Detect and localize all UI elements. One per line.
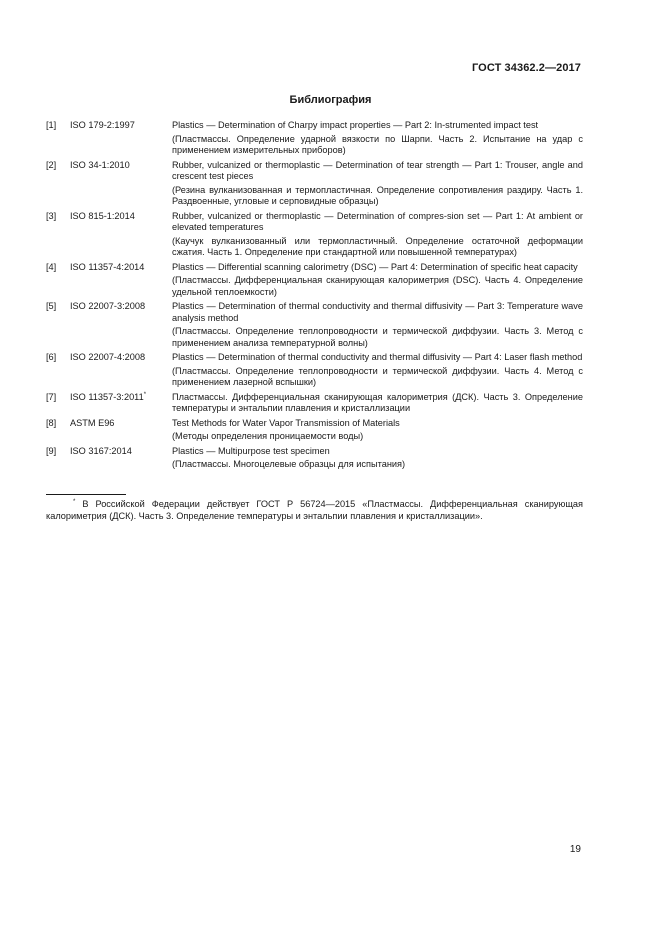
entry-text: [172, 446, 583, 471]
entry-title-ru: (Резина вулканизованная и термопластичная. Определение сопротивления раздиру. Часть 1. Раздвоенные, угловые и серповидные образцы): [172, 184, 583, 206]
entry-code-text: ISO 11357-4:2014: [70, 261, 145, 272]
bibliography-entry: [46, 301, 583, 349]
entry-title-ru: (Пластмассы. Определение ударной вязкости по Шарпи. Часть 2. Испытание на удар с применением измерительных приборов): [172, 133, 583, 155]
entry-code-text: ISO 34-1:2010: [70, 159, 130, 170]
entry-number: [5]: [46, 301, 57, 311]
entry-title-ru: (Пластмассы. Определение теплопроводности и термической диффузии. Часть 4. Метод с применением лазерной вспышки): [172, 365, 583, 387]
entry-title-en: Plastics — Differential scanning calorimetry (DSC) — Part 4: Determination of specific heat capacity: [172, 261, 578, 272]
footnote: [46, 499, 583, 522]
entry-standard-code: [70, 211, 172, 259]
entry-text: [172, 262, 583, 299]
page-number: 19: [569, 844, 581, 855]
entry-title-en: Plastics — Determination of Charpy impact properties — Part 2: In-strumented impact test: [172, 120, 539, 130]
entry-number: [6]: [46, 352, 57, 362]
entry-title-en: Rubber, vulcanized or thermoplastic — Determination of tear strength — Part 1: Trouser, angle and crescent test pieces: [172, 159, 583, 181]
entry-number: [3]: [46, 210, 57, 221]
entry-code-text: ISO 815-1:2014: [70, 210, 135, 221]
entry-title-ru: (Методы определения проницаемости воды): [172, 431, 364, 441]
entry-standard-code: [70, 418, 172, 443]
bibliography-entry: [46, 120, 583, 157]
footnote-reference-mark: *: [143, 391, 147, 398]
bibliography-list: [46, 120, 583, 474]
entry-number: [9]: [46, 445, 57, 456]
entry-title-ru: (Пластмассы. Определение теплопроводности и термической диффузии. Часть 3. Метод с применением анализа температурной волны): [172, 326, 583, 348]
bibliography-entry: [46, 211, 583, 259]
entry-text: [172, 392, 583, 415]
footnote-mark: *: [73, 499, 76, 505]
entry-standard-code: [70, 446, 172, 471]
entry-code-text: ISO 22007-3:2008: [70, 301, 146, 311]
entry-number: [7]: [46, 391, 57, 402]
entry-standard-code: [70, 301, 172, 349]
entry-code-text: ISO 22007-4:2008: [70, 352, 146, 362]
entry-standard-code: [70, 392, 172, 415]
entry-standard-code: [70, 160, 172, 208]
entry-title-en: Rubber, vulcanized or thermoplastic — Determination of compres-sion set — Part 1: At ambient or elevated temperatures: [172, 210, 583, 232]
bibliography-entry: [46, 446, 583, 471]
entry-code-text: ISO 11357-3:2011: [70, 391, 144, 402]
entry-text: [172, 160, 583, 208]
entry-number: [4]: [46, 261, 57, 272]
entry-title-ru: Пластмассы. Дифференциальная сканирующая калориметрия (ДСК). Часть 3. Определение температуры и энтальпии плавления и кристаллизации: [172, 391, 583, 413]
entry-title-en: Plastics — Determination of thermal conductivity and thermal diffusivity — Part 3: Temperature wave analysis method: [172, 301, 583, 323]
entry-text: [172, 120, 583, 157]
document-code: ГОСТ 34362.2—2017: [471, 62, 581, 74]
bibliography-entry: [46, 392, 583, 415]
bibliography-entry: [46, 418, 583, 443]
entry-standard-code: [70, 120, 172, 157]
entry-standard-code: [70, 262, 172, 299]
entry-title-en: Test Methods for Water Vapor Transmission of Materials: [172, 417, 400, 428]
entry-number: [2]: [46, 159, 57, 170]
entry-text: [172, 418, 583, 443]
bibliography-entry: [46, 352, 583, 389]
entry-title-ru: (Пластмассы. Дифференциальная сканирующая калориметрия (DSC). Часть 4. Определение удельной теплоемкости): [172, 275, 583, 297]
bibliography-entry: [46, 160, 583, 208]
entry-number: [1]: [46, 120, 57, 130]
entry-text: [172, 352, 583, 389]
entry-standard-code: [70, 352, 172, 389]
entry-code-text: ISO 179-2:1997: [70, 120, 135, 130]
entry-title-en: Plastics — Multipurpose test specimen: [172, 445, 330, 456]
entry-title-ru: (Пластмассы. Многоцелевые образцы для испытания): [172, 459, 406, 469]
entry-code-text: ISO 3167:2014: [70, 445, 132, 456]
footnote-text: В Российской Федерации действует ГОСТ Р 56724—2015 «Пластмассы. Дифференциальная сканирующая калориметрия (ДСК). Часть 3. Определение температуры и энтальпии плавления и кристаллизации».: [46, 499, 583, 521]
entry-title-en: Plastics — Determination of thermal conductivity and thermal diffusivity — Part 4: Laser flash method: [172, 352, 583, 362]
footnote-separator: [46, 494, 126, 495]
entry-text: [172, 301, 583, 349]
entry-number: [8]: [46, 417, 57, 428]
bibliography-title: Библиография: [289, 94, 372, 106]
entry-text: [172, 211, 583, 259]
entry-title-ru: (Каучук вулканизованный или термопластичный. Определение остаточной деформации сжатия. Часть 1. Определение при стандартной или повышенной температурах): [172, 235, 583, 257]
entry-code-text: ASTM E96: [70, 417, 115, 428]
bibliography-entry: [46, 262, 583, 299]
